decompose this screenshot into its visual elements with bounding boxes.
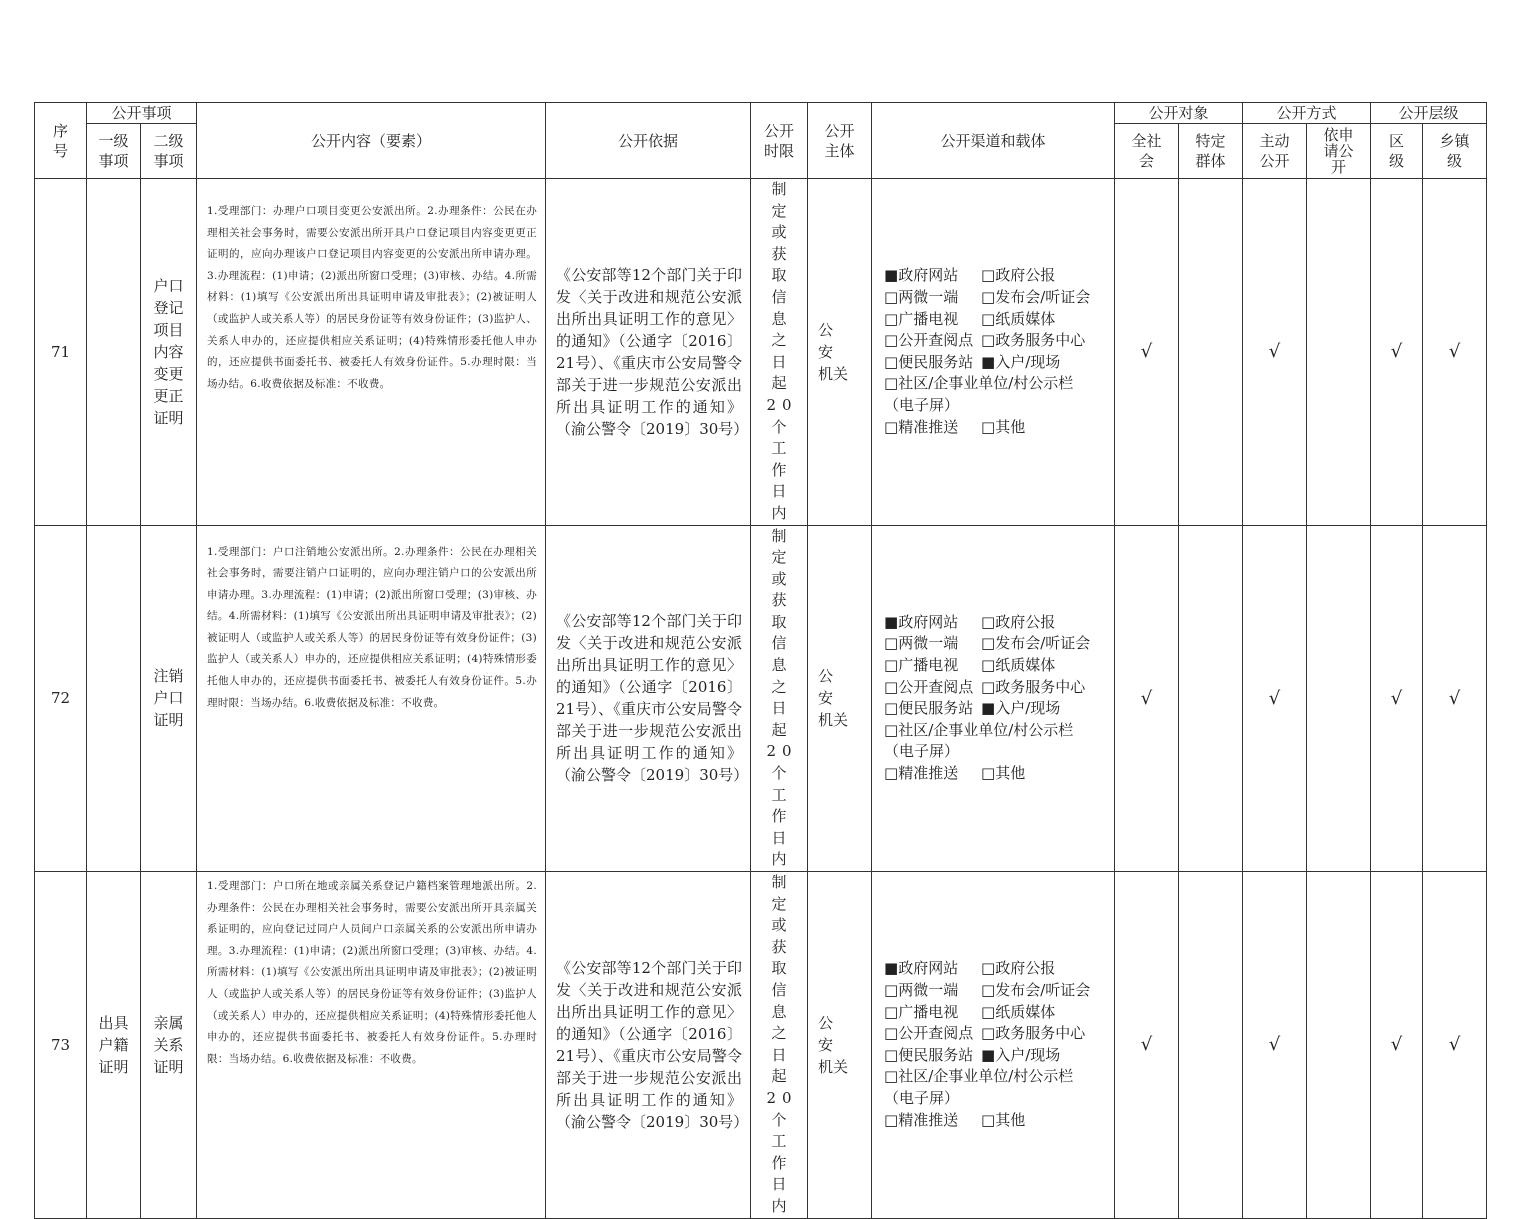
row-channels: ■政府网站 □政府公报 □两微一端 □发布会/听证会 □广播电视 □纸质媒体 □公开查阅点 □政务服务中心 □便民服务站 ■入户/现场 □社区/企事业单位/村公示栏 （电子屏） □精准推送 □其他 (872, 179, 1115, 526)
header-time-limit: 公开时限 (751, 103, 808, 179)
row-township: √ (1423, 179, 1487, 526)
header-level2: 二级事项 (141, 124, 197, 179)
row-on-request (1307, 179, 1371, 526)
table-row (35, 525, 1487, 872)
row-time-limit: 制定或获取信息之日起20个工作日内 (751, 872, 808, 1219)
header-tier: 公开层级 (1371, 103, 1487, 124)
header-channels: 公开渠道和载体 (872, 103, 1115, 179)
row-township: √ (1423, 872, 1487, 1219)
header-all-society: 全社会 (1115, 124, 1179, 179)
header-on-request: 依申请公开 (1307, 124, 1371, 179)
row-level1 (87, 179, 141, 526)
row-basis: 《公安部等12个部门关于印发〈关于改进和规范公安派出所出具证明工作的意见〉的通知》（公通字〔2016〕21号）、《重庆市公安局警令部关于进一步规范公安派出所出具证明工作的通知》（渝公警令〔2019〕30号） (546, 525, 751, 872)
header-basis: 公开依据 (546, 103, 751, 179)
header-subject: 公开主体 (808, 103, 872, 179)
header-content: 公开内容（要素） (197, 103, 546, 179)
row-content: 1.受理部门：办理户口项目变更公安派出所。2.办理条件：公民在办理相关社会事务时，需要公安派出所开具户口登记项目内容变更更正证明的，应向办理该户口登记项目内容变更的公安派出所申请办理。3.办理流程：(1)申请；(2)派出所窗口受理；(3)审核、办结。4.所需材料：(1)填写《公安派出所出具证明申请及审批表》；(2)被证明人（或监护人或关系人等）的居民身份证等有效身份证件；(3)监护人、关系人申办的，还应提供相应关系证明；(4)特殊情形委托他人申办的，还应提供书面委托书、被委托人有效身份证件。5.办理时限：当场办结。6.收费依据及标准：不收费。 (197, 179, 546, 526)
row-district: √ (1371, 179, 1423, 526)
row-time-limit: 制定或获取信息之日起20个工作日内 (751, 179, 808, 526)
row-level2: 亲属关系证明 (141, 872, 197, 1219)
row-on-request (1307, 525, 1371, 872)
row-specific-group (1179, 872, 1243, 1219)
row-channels: ■政府网站 □政府公报 □两微一端 □发布会/听证会 □广播电视 □纸质媒体 □公开查阅点 □政务服务中心 □便民服务站 ■入户/现场 □社区/企事业单位/村公示栏 （电子屏） □精准推送 □其他 (872, 525, 1115, 872)
row-district: √ (1371, 872, 1423, 1219)
header-district: 区级 (1371, 124, 1423, 179)
header-seq: 序号 (35, 103, 87, 179)
row-active: √ (1243, 872, 1307, 1219)
table-row (35, 179, 1487, 526)
row-on-request (1307, 872, 1371, 1219)
row-all-society: √ (1115, 525, 1179, 872)
row-basis: 《公安部等12个部门关于印发〈关于改进和规范公安派出所出具证明工作的意见〉的通知》（公通字〔2016〕21号）、《重庆市公安局警令部关于进一步规范公安派出所出具证明工作的通知》（渝公警令〔2019〕30号） (546, 179, 751, 526)
row-township: √ (1423, 525, 1487, 872)
header-public-items: 公开事项 (87, 103, 197, 124)
row-subject: 公安 机关 (808, 872, 872, 1219)
row-level2: 注销户口证明 (141, 525, 197, 872)
header-specific-group: 特定群体 (1179, 124, 1243, 179)
header-township: 乡镇级 (1423, 124, 1487, 179)
header-method: 公开方式 (1243, 103, 1371, 124)
row-district: √ (1371, 525, 1423, 872)
row-subject: 公安 机关 (808, 525, 872, 872)
table-row (35, 872, 1487, 1219)
disclosure-table (34, 102, 1487, 1219)
row-all-society: √ (1115, 872, 1179, 1219)
row-active: √ (1243, 525, 1307, 872)
header-active: 主动公开 (1243, 124, 1307, 179)
row-seq: 73 (35, 872, 87, 1219)
row-content: 1.受理部门：户口所在地或亲属关系登记户籍档案管理地派出所。2.办理条件：公民在办理相关社会事务时，需要公安派出所开具亲属关系证明的，应向登记过同户人员间户口亲属关系的公安派出所申请办理。3.办理流程：(1)申请；(2)派出所窗口受理；(3)审核、办结。4.所需材料：(1)填写《公安派出所出具证明申请及审批表》；(2)被证明人（或监护人或关系人等）的居民身份证等有效身份证件；(3)监护人（或关系人）申办的，还应提供相应关系证明；(4)特殊情形委托他人申办的，还应提供书面委托书、被委托人有效身份证件。5.办理时限：当场办结。6.收费依据及标准：不收费。 (197, 872, 546, 1219)
row-seq: 72 (35, 525, 87, 872)
row-seq: 71 (35, 179, 87, 526)
row-subject: 公安 机关 (808, 179, 872, 526)
row-time-limit: 制定或获取信息之日起20个工作日内 (751, 525, 808, 872)
row-level1: 出具户籍证明 (87, 872, 141, 1219)
header-audience: 公开对象 (1115, 103, 1243, 124)
row-channels: ■政府网站 □政府公报 □两微一端 □发布会/听证会 □广播电视 □纸质媒体 □公开查阅点 □政务服务中心 □便民服务站 ■入户/现场 □社区/企事业单位/村公示栏 （电子屏） □精准推送 □其他 (872, 872, 1115, 1219)
row-basis: 《公安部等12个部门关于印发〈关于改进和规范公安派出所出具证明工作的意见〉的通知》（公通字〔2016〕21号）、《重庆市公安局警令部关于进一步规范公安派出所出具证明工作的通知》（渝公警令〔2019〕30号） (546, 872, 751, 1219)
row-active: √ (1243, 179, 1307, 526)
row-level2: 户口登记项目内容变更更正证明 (141, 179, 197, 526)
row-specific-group (1179, 525, 1243, 872)
row-all-society: √ (1115, 179, 1179, 526)
row-specific-group (1179, 179, 1243, 526)
header-level1: 一级事项 (87, 124, 141, 179)
row-content: 1.受理部门：户口注销地公安派出所。2.办理条件：公民在办理相关社会事务时，需要注销户口证明的，应向办理注销户口的公安派出所申请办理。3.办理流程：(1)申请；(2)派出所窗口受理；(3)审核、办结。4.所需材料：(1)填写《公安派出所出具证明申请及审批表》；(2)被证明人（或监护人或关系人等）的居民身份证等有效身份证件；(3)监护人（或关系人）申办的，还应提供相应关系证明；(4)特殊情形委托他人申办的，还应提供书面委托书、被委托人有效身份证件。5.办理时限：当场办结。6.收费依据及标准：不收费。 (197, 525, 546, 872)
row-level1 (87, 525, 141, 872)
